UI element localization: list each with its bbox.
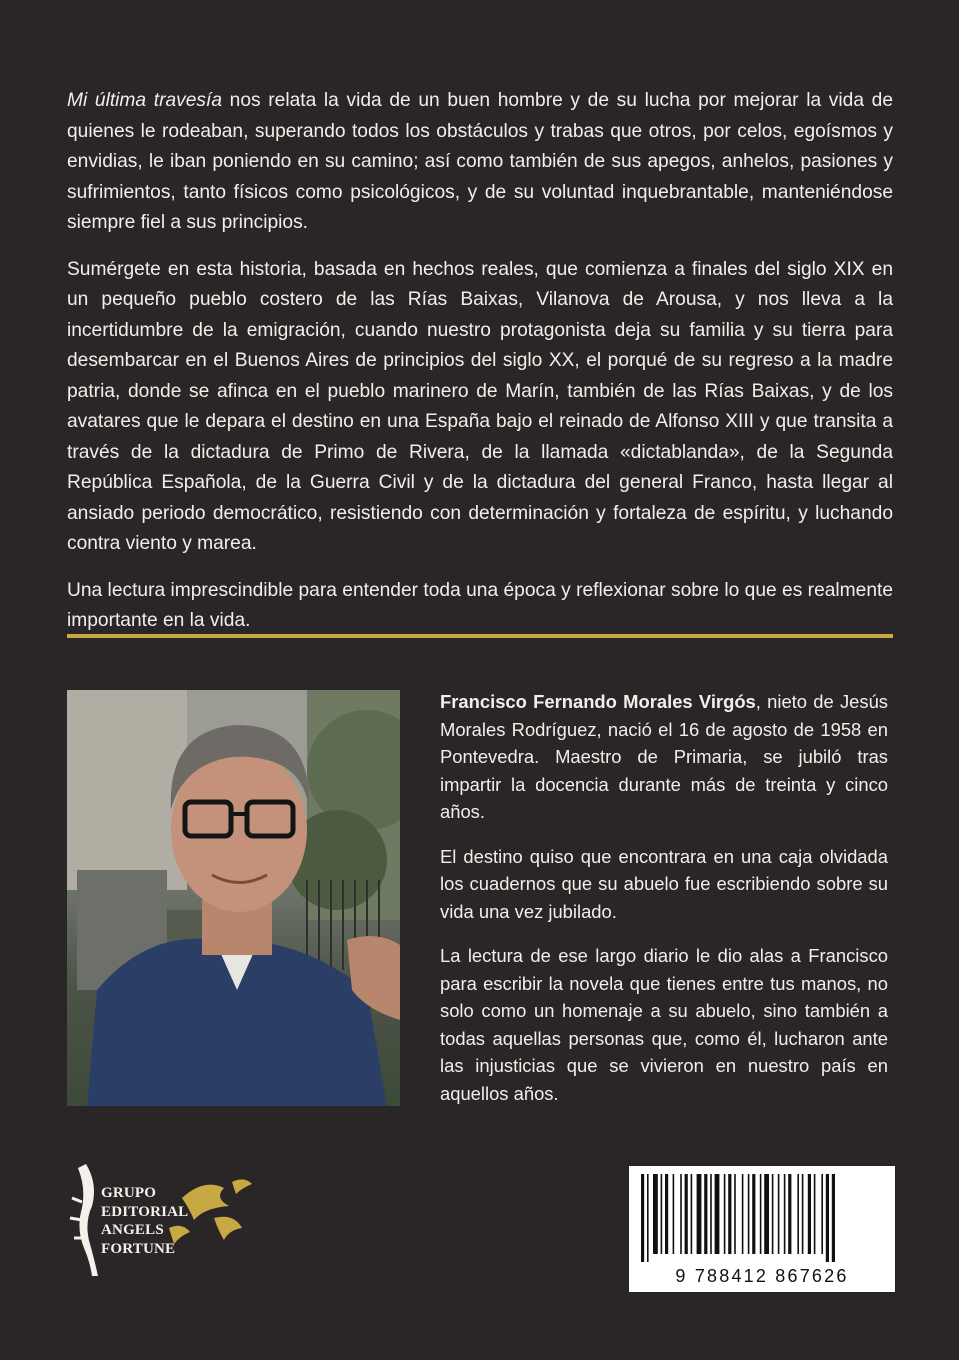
barcode-bar xyxy=(788,1174,791,1254)
barcode-bar xyxy=(724,1174,726,1254)
barcode-bar xyxy=(734,1174,736,1254)
barcode-bar xyxy=(760,1174,762,1254)
barcode-bar xyxy=(832,1174,835,1262)
bio-paragraph-1 xyxy=(440,688,888,826)
barcode-bar xyxy=(665,1174,668,1254)
bio-paragraph-1-text: , nieto de Jesús Morales Rodríguez, nació el 16 de agosto de 1958 en Pontevedra. Maestro de Primaria, se jubiló tras impartir la docencia durante más de treinta y cinco años. xyxy=(440,691,888,822)
barcode-bar xyxy=(661,1174,663,1254)
barcode-bar xyxy=(814,1174,816,1254)
barcode-bar xyxy=(778,1174,780,1254)
barcode-bar xyxy=(808,1174,811,1254)
barcode-bar xyxy=(691,1174,693,1254)
barcode-bar xyxy=(673,1174,675,1254)
author-bio xyxy=(440,688,888,1124)
bio-paragraph-3: La lectura de ese largo diario le dio alas a Francisco para escribir la novela que tienes entre tus manos, no solo como un homenaje a su abuelo, sino también a todas aquellas personas que, como él, lucharon ante las injusticias que se vivieron en nuestro país en aquellos años. xyxy=(440,945,888,1104)
barcode-bar xyxy=(715,1174,720,1254)
synopsis-paragraph-3: Una lectura imprescindible para entender toda una época y reflexionar sobre lo que es realmente importante en la vida. xyxy=(67,579,893,631)
author-name: Francisco Fernando Morales Virgós xyxy=(440,691,756,712)
barcode-bar xyxy=(821,1174,823,1254)
barcode-bar xyxy=(797,1174,799,1254)
barcode-bar xyxy=(772,1174,774,1254)
barcode-bar xyxy=(826,1174,829,1262)
synopsis-paragraph-1-text: nos relata la vida de un buen hombre y de su lucha por mejorar la vida de quienes le rodeaban, superando todos los obstáculos y trabas que otros, por celos, egoísmos y envidias, le iban poniendo en su camino; así como también de sus apegos, anhelos, pasiones y sufrimientos, tanto físicos como psicológicos, y de su voluntad inquebrantable, manteniéndose siempre fiel a sus principios. xyxy=(67,90,893,233)
synopsis xyxy=(67,86,893,653)
barcode-bar xyxy=(641,1174,644,1262)
gold-divider xyxy=(67,634,893,638)
barcode-bar xyxy=(685,1174,688,1254)
barcode-bars xyxy=(629,1166,895,1266)
synopsis-paragraph-2: Sumérgete en esta historia, basada en hechos reales, que comienza a finales del siglo XIX en un pequeño pueblo costero de las Rías Baixas, Vilanova de Arousa, y nos lleva a la incertidumbre de la emigración, cuando nuestro protagonista deja su familia y su tierra para desembarcar en el Buenos Aires de principios del siglo XX, el porqué de su regreso a la madre patria, donde se afinca en el pueblo marinero de Marín, también de las Rías Baixas, y de los avatares que le depara el destino en una España bajo el reinado de Alfonso XIII y que transita a través de la dictadura de Primo de Rivera, de la llamada «dictablanda», de la Segunda República Española, de la Guerra Civil y de la dictadura del general Franco, hasta llegar al ansiado periodo democrático, resistiendo con determinación y fortaleza de espíritu, y luchando contra viento y marea. xyxy=(67,258,893,554)
barcode-bar xyxy=(704,1174,707,1254)
publisher-line-3: ANGELS xyxy=(101,1222,164,1238)
barcode-bar xyxy=(752,1174,755,1254)
publisher-line-2: EDITORIAL xyxy=(101,1203,189,1220)
isbn-barcode xyxy=(628,1165,896,1293)
author-photo xyxy=(67,690,400,1106)
barcode-bar xyxy=(710,1174,712,1254)
barcode-bar xyxy=(742,1174,744,1254)
synopsis-paragraph-1 xyxy=(67,86,893,239)
barcode-bar xyxy=(784,1174,786,1254)
barcode-bar xyxy=(748,1174,750,1254)
book-title: Mi última travesía xyxy=(67,90,222,111)
barcode-bar xyxy=(653,1174,658,1254)
publisher-line-1: GRUPO xyxy=(101,1185,157,1201)
publisher-name xyxy=(101,1184,188,1258)
publisher-line-4: FORTUNE xyxy=(101,1240,176,1257)
barcode-bar xyxy=(680,1174,682,1254)
isbn-number: 9 788412 867626 xyxy=(675,1266,849,1286)
barcode-bar xyxy=(647,1174,649,1262)
barcode-bar xyxy=(802,1174,804,1254)
bio-paragraph-2: El destino quiso que encontrara en una caja olvidada los cuadernos que su abuelo fue escribiendo sobre su vida una vez jubilado. xyxy=(440,845,888,922)
barcode-bar xyxy=(697,1174,702,1254)
publisher-logo xyxy=(64,1158,264,1276)
barcode-bar xyxy=(728,1174,731,1254)
barcode-bar xyxy=(764,1174,769,1254)
